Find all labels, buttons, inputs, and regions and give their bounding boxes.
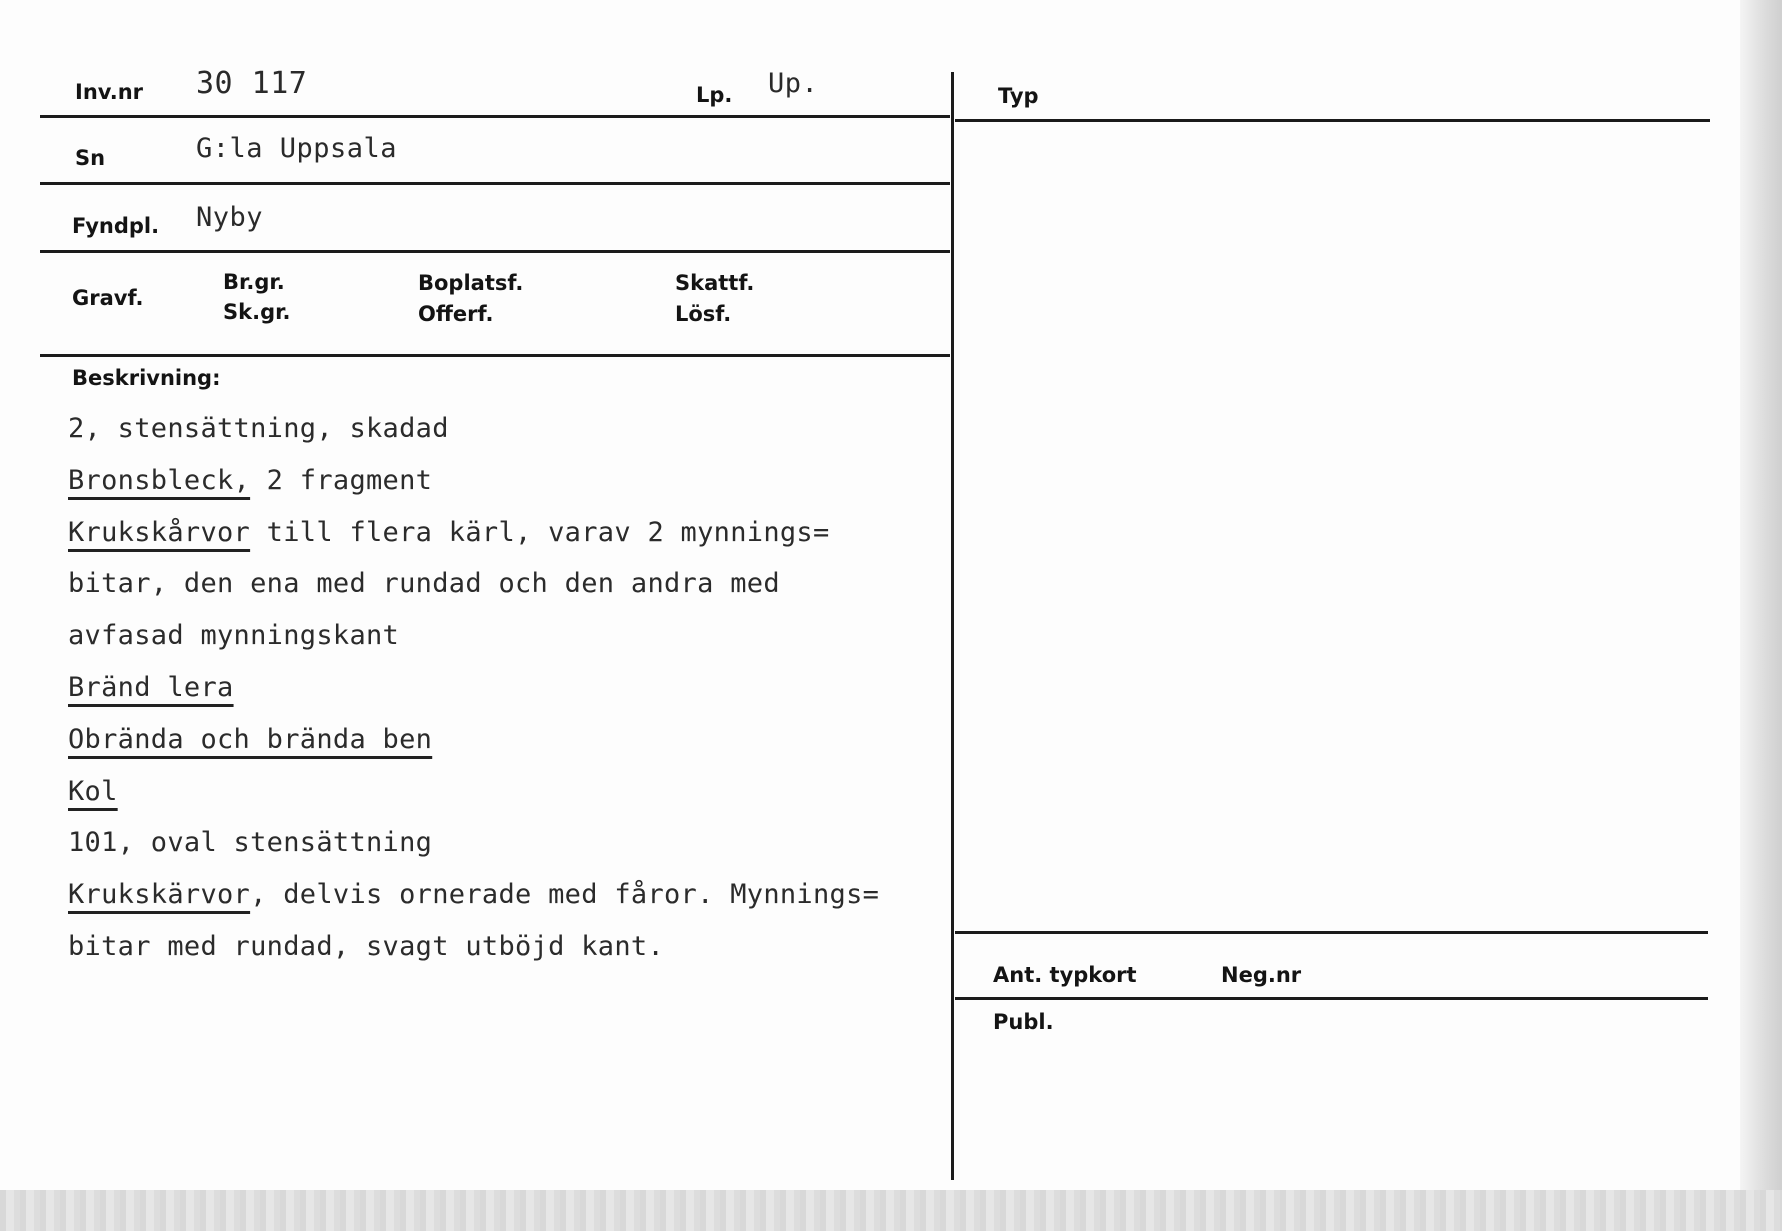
card-edge-bottom (0, 1190, 1782, 1231)
description-line (68, 507, 879, 559)
lp-value: Up. (768, 68, 819, 99)
fyndpl-value: Nyby (196, 202, 264, 233)
lp-label: Lp. (696, 83, 733, 107)
description-line (68, 662, 879, 714)
rule-inv (40, 115, 950, 118)
description-line (68, 610, 879, 662)
sk-gr-label: Sk.gr. (223, 300, 291, 324)
sn-value: G:la Uppsala (196, 133, 398, 164)
rule-gravf (40, 354, 950, 357)
rule-typ (955, 119, 1710, 122)
rule-ant-typkort-top (955, 931, 1708, 934)
underlined-term: Bronsbleck, (68, 464, 251, 496)
description-segment: bitar med rundad, svagt utböjd kant. (68, 930, 664, 962)
description-segment: bitar, den ena med rundad och den andra med (68, 568, 780, 600)
description-segment: 2 fragment (250, 464, 433, 496)
gravf-label: Gravf. (72, 286, 144, 310)
neg-nr-label: Neg.nr (1221, 963, 1302, 987)
description-text (68, 403, 879, 973)
ant-typkort-label: Ant. typkort (993, 963, 1137, 987)
sn-label: Sn (75, 146, 106, 170)
br-gr-label: Br.gr. (223, 270, 285, 294)
losf-label: Lösf. (675, 302, 732, 326)
underlined-term: Kol (68, 775, 118, 807)
description-segment: till flera kärl, varav 2 mynnings= (250, 516, 830, 548)
description-segment: avfasad mynningskant (68, 620, 400, 652)
offerf-label: Offerf. (418, 302, 494, 326)
boplatsf-label: Boplatsf. (418, 271, 524, 295)
rule-ant-typkort (955, 997, 1708, 1000)
inv-nr-value: 30 117 (196, 66, 308, 101)
beskrivning-label: Beskrivning: (72, 366, 221, 390)
description-line (68, 403, 879, 455)
rule-sn (40, 182, 950, 185)
underlined-term: Krukskårvor (68, 516, 251, 548)
typ-label: Typ (998, 84, 1039, 108)
card-edge-right (1740, 0, 1782, 1231)
description-line (68, 817, 879, 869)
underlined-term: Obrända och brända ben (68, 723, 433, 755)
description-segment: , delvis ornerade med fåror. Mynnings= (250, 879, 880, 911)
description-segment: 101, oval stensättning (68, 827, 433, 859)
description-line (68, 455, 879, 507)
description-line (68, 869, 879, 921)
underlined-term: Krukskärvor (68, 879, 251, 911)
description-line (68, 921, 879, 973)
description-line (68, 766, 879, 818)
skattf-label: Skattf. (675, 271, 755, 295)
description-line (68, 714, 879, 766)
underlined-term: Bränd lera (68, 671, 234, 703)
publ-label: Publ. (993, 1010, 1054, 1034)
column-divider (951, 72, 954, 1180)
inv-nr-label: Inv.nr (75, 80, 144, 104)
description-line (68, 558, 879, 610)
rule-fyndpl (40, 250, 950, 253)
description-segment: 2, stensättning, skadad (68, 413, 449, 444)
fyndpl-label: Fyndpl. (72, 214, 160, 238)
